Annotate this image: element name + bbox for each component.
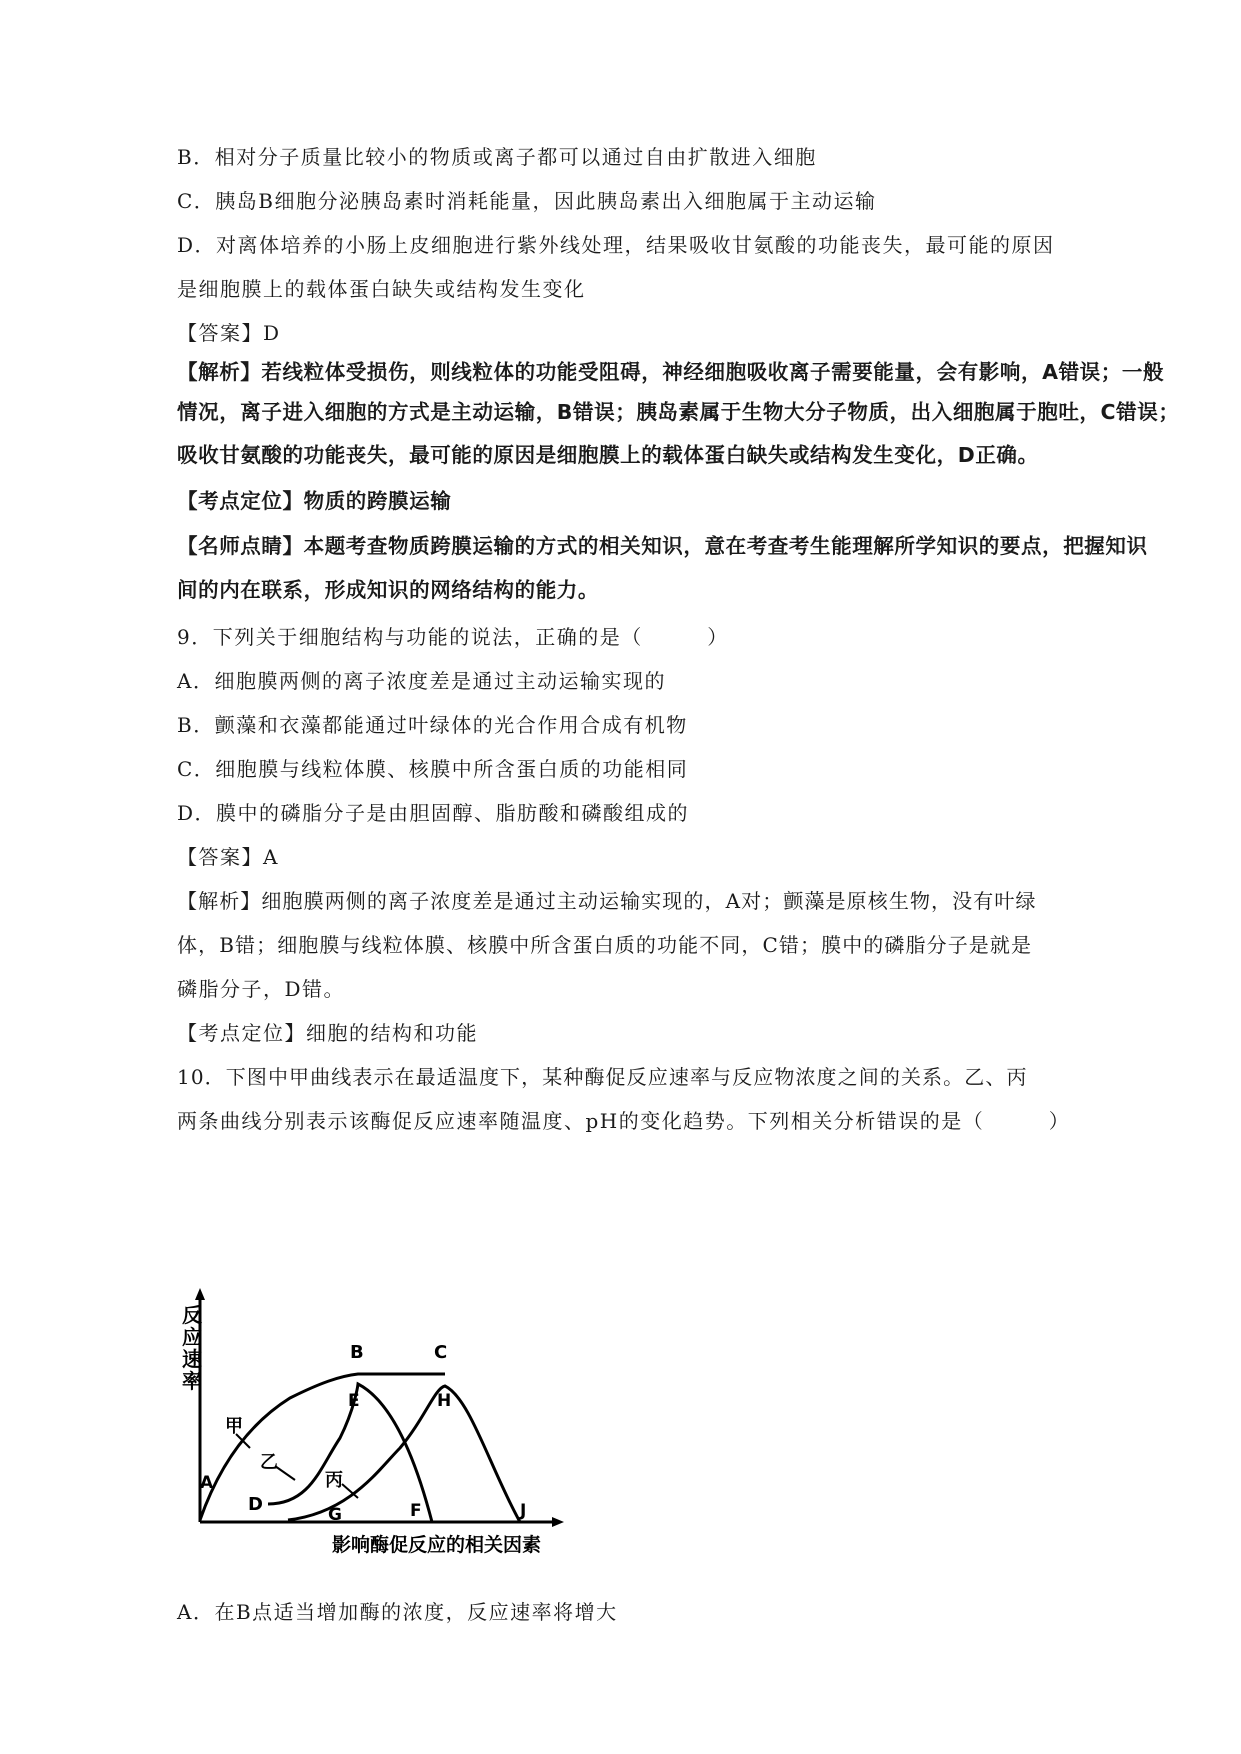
- point-label-j: J: [520, 1501, 527, 1521]
- q8-teacher-note-line2: 间的内在联系，形成知识的网络结构的能力。: [177, 578, 599, 602]
- curve-bing: [288, 1386, 520, 1522]
- q9-key-point: 【考点定位】细胞的结构和功能: [177, 1021, 478, 1045]
- q8-analysis-line2: 情况，离子进入细胞的方式是主动运输，B错误；胰岛素属于生物大分子物质，出入细胞属于胞吐，C错误；: [177, 400, 1180, 424]
- q8-option-d: D．对离体培养的小肠上皮细胞进行紫外线处理，结果吸收甘氨酸的功能丧失，最可能的原因: [177, 233, 1055, 257]
- q8-teacher-note-line1: 【名师点睛】本题考查物质跨膜运输的方式的相关知识，意在考查考生能理解所学知识的要点，把握知识: [177, 534, 1148, 558]
- q8-option-b: B．相对分子质量比较小的物质或离子都可以通过自由扩散进入细胞: [177, 145, 817, 169]
- q8-answer: 【答案】D: [177, 321, 281, 345]
- y-axis-arrow: [195, 1288, 205, 1300]
- q8-option-d-continued: 是细胞膜上的载体蛋白缺失或结构发生变化: [177, 277, 586, 301]
- curve-label-jia: 甲: [225, 1416, 243, 1437]
- q9-option-b: B．颤藻和衣藻都能通过叶绿体的光合作用合成有机物: [177, 713, 688, 737]
- curve-label-yi: 乙: [260, 1452, 278, 1473]
- x-axis-label: 影响酶促反应的相关因素: [332, 1534, 542, 1556]
- q10-option-a: A．在B点适当增加酶的浓度，反应速率将增大: [177, 1600, 618, 1624]
- q9-analysis-line1: 【解析】细胞膜两侧的离子浓度差是通过主动运输实现的，A对；颤藻是原核生物，没有叶绿: [177, 889, 1037, 913]
- x-axis-arrow: [552, 1517, 564, 1527]
- point-label-h: H: [437, 1391, 452, 1411]
- q9-answer: 【答案】A: [177, 845, 279, 869]
- point-label-c: C: [434, 1342, 448, 1363]
- q10-stem-line2: 两条曲线分别表示该酶促反应速率随温度、pH的变化趋势。下列相关分析错误的是（ ）: [177, 1109, 1071, 1133]
- point-label-f: F: [410, 1501, 422, 1521]
- y-label-char-1: 反: [182, 1303, 202, 1327]
- pointer-yi: [275, 1466, 295, 1480]
- y-label-char-3: 速: [182, 1347, 202, 1371]
- q8-analysis-line1: 【解析】若线粒体受损伤，则线粒体的功能受阻碍，神经细胞吸收离子需要能量，会有影响，A错误；一般: [177, 360, 1165, 384]
- q10-stem-line1: 10．下图中甲曲线表示在最适温度下，某种酶促反应速率与反应物浓度之间的关系。乙、丙: [177, 1065, 1028, 1089]
- point-label-e: E: [348, 1391, 360, 1411]
- q9-option-c: C．细胞膜与线粒体膜、核膜中所含蛋白质的功能相同: [177, 757, 689, 781]
- y-label-char-2: 应: [182, 1325, 202, 1349]
- q9-option-a: A．细胞膜两侧的离子浓度差是通过主动运输实现的: [177, 669, 666, 693]
- q9-option-d: D．膜中的磷脂分子是由胆固醇、脂肪酸和磷酸组成的: [177, 801, 690, 825]
- q9-analysis-line3: 磷脂分子，D错。: [177, 977, 346, 1001]
- point-label-a: A: [200, 1473, 214, 1493]
- point-label-g: G: [328, 1505, 342, 1525]
- enzyme-reaction-figure: [170, 1288, 640, 1558]
- q8-analysis-line3: 吸收甘氨酸的功能丧失，最可能的原因是细胞膜上的载体蛋白缺失或结构发生变化，D正确。: [177, 443, 1039, 467]
- point-label-d: D: [248, 1494, 263, 1515]
- q8-key-point: 【考点定位】物质的跨膜运输: [177, 489, 452, 513]
- point-label-b: B: [350, 1342, 364, 1363]
- q9-analysis-line2: 体，B错；细胞膜与线粒体膜、核膜中所含蛋白质的功能不同，C错；膜中的磷脂分子是就是: [177, 933, 1033, 957]
- y-label-char-4: 率: [182, 1369, 202, 1393]
- curve-label-bing: 丙: [325, 1470, 343, 1491]
- q8-option-c: C．胰岛B细胞分泌胰岛素时消耗能量，因此胰岛素出入细胞属于主动运输: [177, 189, 877, 213]
- q9-stem: 9．下列关于细胞结构与功能的说法，正确的是（ ）: [177, 625, 729, 649]
